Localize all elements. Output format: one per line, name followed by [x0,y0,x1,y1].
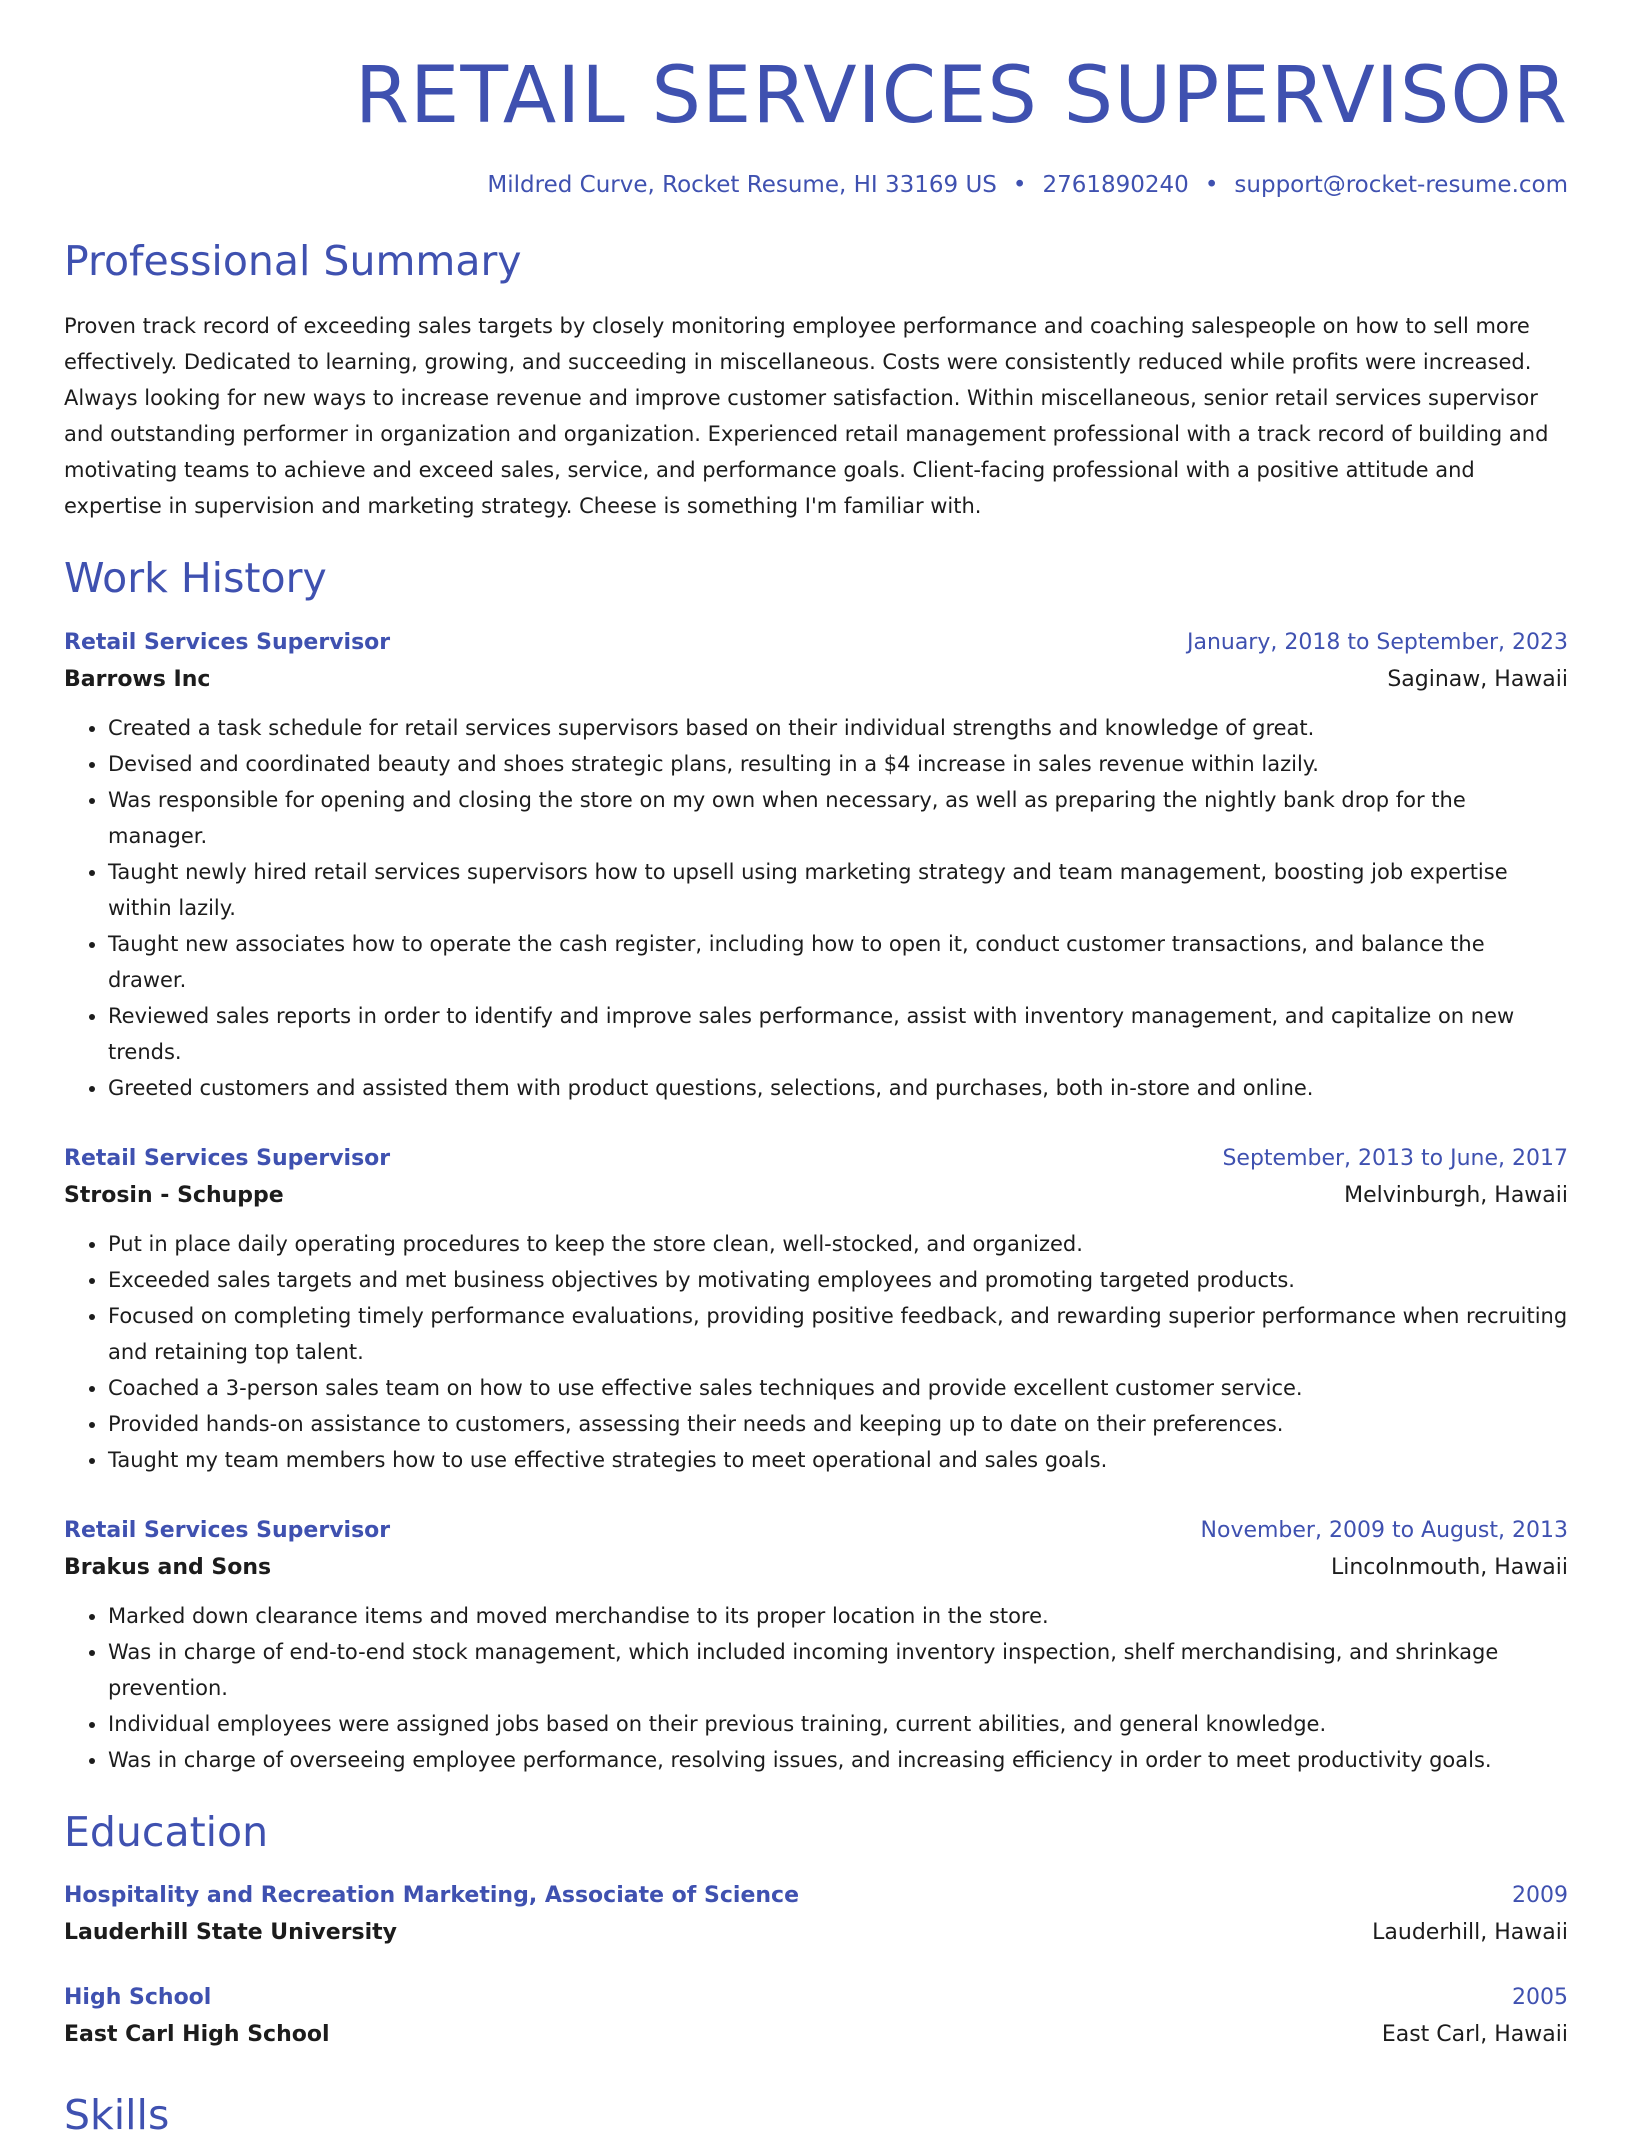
job-company-row [64,667,1568,692]
education-header-row [64,1883,1568,1908]
bullet-item: • Taught newly hired retail services supervisors how to upsell using marketing strategy and team management, boosting job expertise within lazily. [108,854,1568,926]
education-header-row [64,1985,1568,2010]
separator-dot: • [1012,171,1027,198]
job-title: Retail Services Supervisor [64,1517,391,1543]
job-dates: September, 2013 to June, 2017 [1222,1145,1568,1171]
candidate-title: RETAIL SERVICES SUPERVISOR [354,51,1568,141]
education-year: 2009 [1512,1882,1568,1908]
job-header-row [64,1146,1568,1171]
bullet-item: • Provided hands-on assistance to customers, assessing their needs and keeping up to date on their preferences. [108,1406,1568,1442]
address-text: Mildred Curve, Rocket Resume, HI 33169 US [487,171,997,198]
education-school-row [64,1920,1568,1945]
bullet-item: • Taught new associates how to operate the cash register, including how to open it, conduct customer transactions, and balance the drawer. [108,926,1568,998]
bullet-item: • Put in place daily operating procedures to keep the store clean, well-stocked, and organized. [108,1226,1568,1262]
bullet-item: • Devised and coordinated beauty and shoes strategic plans, resulting in a $4 increase in sales revenue within lazily. [108,746,1568,782]
education-entry [64,1883,1568,1945]
job-entry [64,630,1568,1106]
email-link[interactable]: support@rocket-resume.com [1234,171,1568,198]
job-entry [64,1518,1568,1778]
school-location: Lauderhill, Hawaii [1372,1919,1568,1945]
bullet-item: • Greeted customers and assisted them with product questions, selections, and purchases, both in-store and online. [108,1070,1568,1106]
summary-text: Proven track record of exceeding sales targets by closely monitoring employee performance and coaching salespeople on how to sell more effectively. Dedicated to learning, growing, and succeeding in miscellaneous. Costs were consistently reduced while profits were increased. Always looking for new ways to increase revenue and improve customer satisfaction. Within miscellaneous, senior retail services supervisor and outstanding performer in organization and organization. Experienced retail management professional with a track record of building and motivating teams to achieve and exceed sales, service, and performance goals. Client-facing professional with a positive attitude and expertise in supervision and marketing strategy. Cheese is something I'm familiar with. [64,314,1549,519]
phone-text: 2761890240 [1042,171,1189,198]
job-location: Melvinburgh, Hawaii [1344,1182,1568,1208]
school-name: East Carl High School [64,2021,330,2047]
separator-dot: • [1204,171,1219,198]
job-title: Retail Services Supervisor [64,1145,391,1171]
bullet-item: • Individual employees were assigned jobs based on their previous training, current abilities, and general knowledge. [108,1706,1568,1742]
bullet-item: • Was in charge of overseeing employee performance, resolving issues, and increasing efficiency in order to meet productivity goals. [108,1742,1568,1778]
bullet-item: • Exceeded sales targets and met business objectives by motivating employees and promoting targeted products. [108,1262,1568,1298]
education-entry [64,1985,1568,2047]
skills-heading: Skills [64,2090,170,2139]
education-heading: Education [64,1807,269,1856]
bullet-item: • Created a task schedule for retail services supervisors based on their individual strengths and knowledge of great. [108,710,1568,746]
job-company-row [64,1555,1568,1580]
work-history-heading: Work History [64,554,327,603]
job-dates: January, 2018 to September, 2023 [1186,629,1568,655]
education-school-row [64,2022,1568,2047]
job-bullets [64,710,1568,1106]
company-name: Barrows Inc [64,666,211,692]
job-company-row [64,1183,1568,1208]
bullet-item: • Reviewed sales reports in order to identify and improve sales performance, assist with inventory management, and capitalize on new trends. [108,998,1568,1070]
education-year: 2005 [1512,1984,1568,2010]
degree-title: High School [64,1984,212,2010]
degree-title: Hospitality and Recreation Marketing, Associate of Science [64,1882,800,1908]
job-bullets [64,1226,1568,1478]
school-name: Lauderhill State University [64,1919,397,1945]
bullet-item: • Was responsible for opening and closing the store on my own when necessary, as well as preparing the nightly bank drop for the manager. [108,782,1568,854]
contact-line [64,172,1568,200]
job-bullets [64,1598,1568,1778]
company-name: Brakus and Sons [64,1554,272,1580]
bullet-item: • Coached a 3-person sales team on how to use effective sales techniques and provide excellent customer service. [108,1370,1568,1406]
job-entry [64,1146,1568,1478]
bullet-item: • Marked down clearance items and moved merchandise to its proper location in the store. [108,1598,1568,1634]
job-dates: November, 2009 to August, 2013 [1200,1517,1568,1543]
bullet-item: • Was in charge of end-to-end stock management, which included incoming inventory inspection, shelf merchandising, and shrinkage prevention. [108,1634,1568,1706]
bullet-item: • Taught my team members how to use effective strategies to meet operational and sales goals. [108,1442,1568,1478]
school-location: East Carl, Hawaii [1381,2021,1568,2047]
summary-heading: Professional Summary [64,237,522,286]
company-name: Strosin - Schuppe [64,1182,284,1208]
job-title: Retail Services Supervisor [64,629,391,655]
job-header-row [64,1518,1568,1543]
job-header-row [64,630,1568,655]
job-location: Lincolnmouth, Hawaii [1330,1554,1568,1580]
bullet-item: • Focused on completing timely performance evaluations, providing positive feedback, and rewarding superior performance when recruiting and retaining top talent. [108,1298,1568,1370]
job-location: Saginaw, Hawaii [1387,666,1568,692]
